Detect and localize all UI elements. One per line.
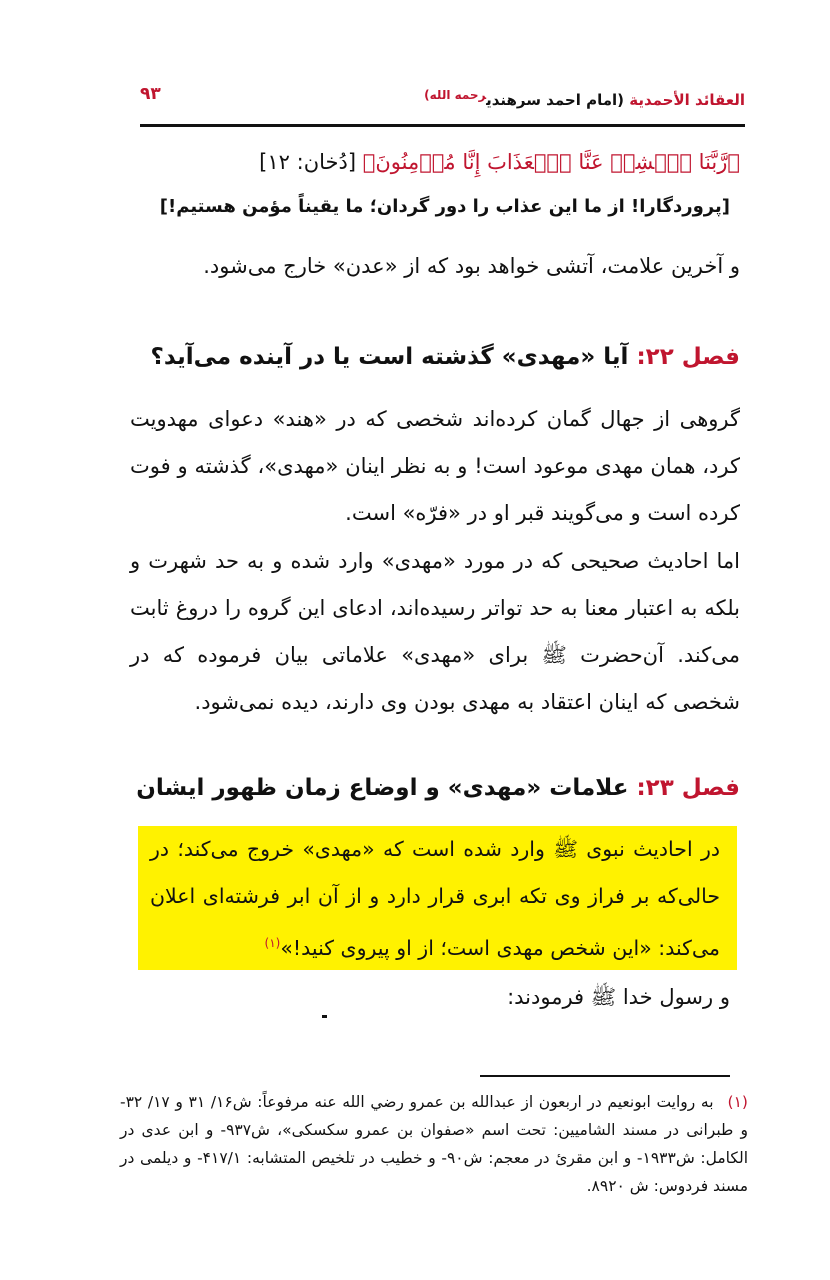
section-22-paragraph-1: گروهی از جهال گمان کرده‌اند شخصی که در «هند» دعوای مهدویت کرد، همان مهدی موعود است! و به نظر اینان «مهدی»، گذشته و فوت کرده است و می‌گویند قبر او در «فرّه» است. bbox=[130, 407, 740, 525]
author-name: (امام احمد سرهندی bbox=[486, 91, 624, 109]
verse-text: ﴿رَّبَّنَا ٱكۡشِفۡ عَنَّا ٱلۡعَذَابَ إِنَّا مُؤۡمِنُونَ﴾ bbox=[362, 150, 740, 174]
verse-translation: [پروردگارا! از ما این عذاب را دور گردان؛ ما یقیناً مؤمن هستیم!] bbox=[159, 196, 730, 217]
page-header bbox=[140, 84, 745, 124]
highlighted-passage bbox=[150, 826, 720, 972]
last-sign-sentence: و آخرین علامت، آتشی خواهد بود که از «عدن» خارج می‌شود. bbox=[203, 254, 740, 278]
rasul-sentence: و رسول خدا ﷺ فرمودند: bbox=[507, 985, 730, 1009]
section-23-heading bbox=[136, 775, 740, 801]
footnote-reference[interactable]: (۱) bbox=[264, 936, 281, 950]
verse-reference: [دُخان: ١٢] bbox=[259, 150, 357, 174]
section-22-paragraph-2: اما احادیث صحیحی که در مورد «مهدی» وارد شده و به حد شهرت و بلکه به اعتبار معنا به حد تواتر رسیده‌اند، ادعای این گروه را دروغ ثابت می‌کند. آن‌حضرت ﷺ برای «مهدی» علاماتی بیان فرموده که در شخصی که اینان اعتقاد به مهدی بودن وی دارند، دیده نمی‌شود. bbox=[130, 549, 740, 714]
footnote-divider bbox=[480, 1075, 730, 1077]
quran-verse bbox=[259, 150, 740, 174]
section-22-label: فصل ۲۲: bbox=[636, 344, 740, 370]
highlighted-passage-text: در احادیث نبوی ﷺ وارد شده است که «مهدی» خروج می‌کند؛ در حالی‌که بر فراز وی تکه ابری قرار دارد و از آن ابر فرشته‌ای اعلان می‌کند: «این شخص مهدی است؛ از او پیروی کنید!» bbox=[150, 837, 720, 960]
page-number: ۹۳ bbox=[140, 84, 161, 104]
footnote-text: به روایت ابونعیم در اربعون از عبدالله بن عمرو رضي الله عنه مرفوعاً: ش۱۶/ ۳۱ و ۱۷/ ۳۲- و طبرانی در مسند الشامیین: تحت اسم «صفوان بن عمرو سکسکی»، ش۹۳۷- و ابن عدی در الکامل: ش۱۹۳۳- و ابن مقرئ در معجم: ش۹۰- و خطیب در تلخیص المتشابه: ۴۱۷/۱- و دیلمی در مسند فردوس: ش ۸۹۲۰. bbox=[120, 1093, 748, 1195]
section-22-title: آیا «مهدی» گذشته است یا در آینده می‌آید؟ bbox=[150, 344, 637, 370]
running-title bbox=[424, 88, 745, 109]
section-22-heading bbox=[151, 344, 740, 370]
stray-mark bbox=[322, 1015, 327, 1018]
header-divider bbox=[140, 124, 745, 127]
book-title: العقائد الأحمدية bbox=[629, 91, 745, 109]
footnote bbox=[120, 1088, 748, 1200]
section-23-label: فصل ۲۳: bbox=[636, 775, 740, 801]
footnote-number: (۱) bbox=[727, 1093, 748, 1111]
author-honorific: رحمه الله) bbox=[424, 88, 487, 102]
section-23-title: علامات «مهدی» و اوضاع زمان ظهور ایشان bbox=[136, 775, 637, 801]
